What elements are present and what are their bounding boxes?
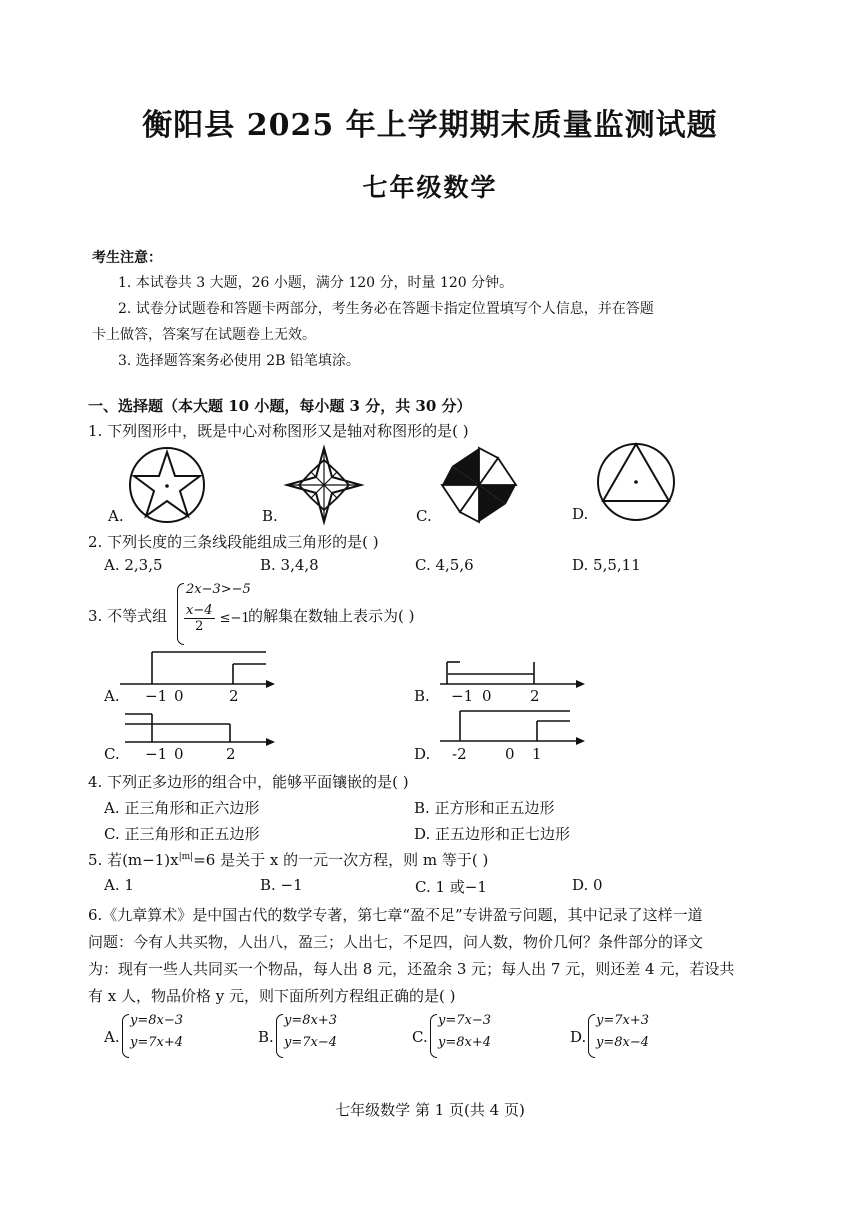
number-line-d (440, 709, 585, 747)
section-heading: 一、选择题（本大题 10 小题，每小题 3 分，共 30 分） (88, 397, 472, 415)
q5-option-c: C. 1 或−1 (415, 878, 487, 896)
triangle-in-circle-figure (596, 442, 676, 522)
q4-option-a: A. 正三角形和正六边形 (104, 799, 260, 817)
question-6-line: 为：现有一些人共同买一个物品，每人出 8 元，还盈余 3 元；每人出 7 元，则还差 4 元，若设共 (88, 960, 735, 978)
notice-item: 2. 试卷分试题卷和答题卡两部分，考生务必在答题卡指定位置填写个人信息，并在答题 (118, 301, 654, 317)
notice-heading: 考生注意： (92, 250, 162, 266)
equation: y=7x−3 (438, 1013, 492, 1028)
q6-brace-d (588, 1014, 595, 1058)
q6-label-d: D. (570, 1028, 587, 1046)
tick-label: 1 (532, 745, 542, 763)
tick-label: −1 (145, 687, 168, 705)
pinwheel-figure (440, 446, 518, 524)
equation: y=7x+4 (130, 1035, 184, 1050)
q6-brace-b (276, 1014, 283, 1058)
question-6-line: 6.《九章算术》是中国古代的数学专著，第七章“盈不足”专讲盈亏问题，其中记录了这样一道 (88, 906, 703, 924)
q6-system-c (438, 1012, 491, 1052)
q3-label-a: A. (104, 687, 120, 705)
tick-label: -2 (452, 745, 467, 763)
tick-label: 2 (229, 687, 239, 705)
q5-option-d: D. 0 (572, 876, 603, 894)
q5-option-a: A. 1 (104, 876, 134, 894)
inequality-relation: ≤−1 (219, 611, 250, 626)
tick-label: 2 (226, 745, 236, 763)
q1-label-d: D. (572, 505, 589, 523)
tick-label: −1 (145, 745, 168, 763)
fraction-numerator: x−4 (186, 603, 213, 618)
question-3-prefix: 3. 不等式组 (88, 607, 168, 625)
tick-label: 0 (174, 687, 184, 705)
star-in-circle-figure (128, 446, 206, 524)
q3-label-c: C. (104, 745, 120, 763)
q2-option-b: B. 3,4,8 (260, 556, 319, 574)
q6-label-c: C. (412, 1028, 428, 1046)
tick-label: 0 (174, 745, 184, 763)
question-6-line: 有 x 人，物品价格 y 元，则下面所列方程组正确的是( ) (88, 987, 456, 1005)
q5-option-b: B. −1 (260, 876, 303, 894)
q6-brace-a (122, 1014, 129, 1058)
q6-system-d (596, 1012, 649, 1052)
q1-label-c: C. (416, 507, 432, 525)
fraction-denominator: 2 (195, 619, 204, 634)
number-line-b (440, 660, 585, 690)
question-1-stem: 1. 下列图形中，既是中心对称图形又是轴对称图形的是( ) (88, 422, 469, 440)
q6-label-b: B. (258, 1028, 274, 1046)
equation: y=7x−4 (284, 1035, 338, 1050)
q4-option-d: D. 正五边形和正七边形 (414, 825, 571, 843)
page-footer: 七年级数学 第 1 页(共 4 页) (335, 1101, 525, 1119)
question-5-stem (88, 849, 488, 870)
q3-label-d: D. (414, 745, 431, 763)
q4-option-b: B. 正方形和正五边形 (414, 799, 555, 817)
q3-label-b: B. (414, 687, 430, 705)
number-line-a (120, 650, 275, 690)
exam-subtitle: 七年级数学 (362, 173, 498, 202)
tick-label: 0 (505, 745, 515, 763)
notice-item: 3. 选择题答案务必使用 2B 铅笔填涂。 (118, 353, 360, 369)
q6-brace-c (430, 1014, 437, 1058)
equation: y=8x+4 (438, 1035, 492, 1050)
equation: y=7x+3 (596, 1013, 650, 1028)
inequality-line-2 (184, 603, 250, 634)
q6-label-a: A. (104, 1028, 120, 1046)
tick-label: 2 (530, 687, 540, 705)
compass-star-figure (285, 446, 363, 524)
q2-option-c: C. 4,5,6 (415, 556, 474, 574)
equation: y=8x+3 (284, 1013, 338, 1028)
equation: y=8x−3 (130, 1013, 184, 1028)
equation: y=8x−4 (596, 1035, 650, 1050)
q4-option-c: C. 正三角形和正五边形 (104, 825, 260, 843)
inequality-brace (177, 583, 184, 645)
question-4-stem: 4. 下列正多边形的组合中，能够平面镶嵌的是( ) (88, 773, 409, 791)
q2-option-d: D. 5,5,11 (572, 556, 641, 574)
q6-system-b (284, 1012, 337, 1052)
tick-label: −1 (451, 687, 474, 705)
q1-label-b: B. (262, 507, 278, 525)
q5-stem-b: =6 是关于 x 的一元一次方程，则 m 等于( ) (193, 851, 489, 869)
inequality-line-1: 2x−3>−5 (186, 582, 251, 597)
number-line-c (125, 712, 275, 748)
tick-label: 0 (482, 687, 492, 705)
notice-item: 1. 本试卷共 3 大题，26 小题，满分 120 分，时量 120 分钟。 (118, 275, 514, 291)
q5-exponent: |m| (178, 852, 194, 862)
q2-option-a: A. 2,3,5 (104, 556, 163, 574)
q5-stem-a: 5. 若(m−1)x (88, 851, 179, 869)
question-3-suffix: 的解集在数轴上表示为( ) (248, 607, 415, 625)
question-6-line: 问题：今有人共买物，人出八，盈三；人出七，不足四，问人数，物价几何？条件部分的译文 (88, 933, 704, 951)
q1-label-a: A. (108, 507, 124, 525)
q6-system-a (130, 1012, 183, 1052)
exam-title: 衡阳县 2025 年上学期期末质量监测试题 (142, 108, 718, 143)
question-2-stem: 2. 下列长度的三条线段能组成三角形的是( ) (88, 533, 379, 551)
notice-item: 卡上做答，答案写在试题卷上无效。 (92, 327, 316, 343)
